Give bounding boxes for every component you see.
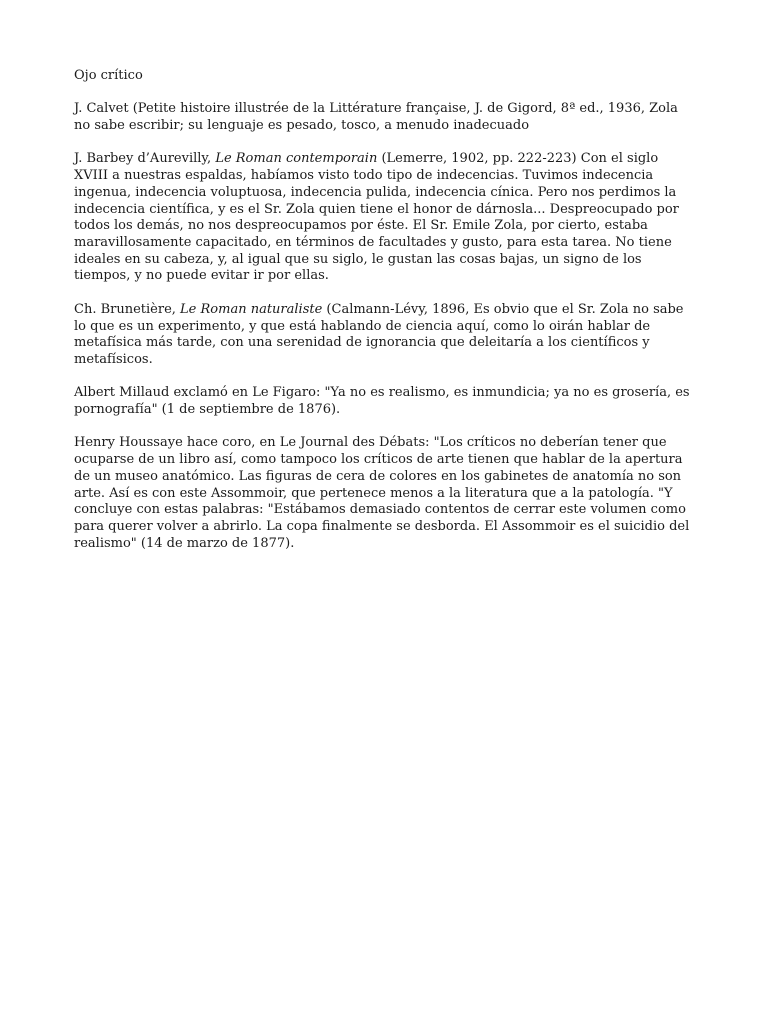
document-title: Ojo crítico [74,68,143,83]
document-page [74,68,696,569]
paragraph-millaud [74,385,696,418]
paragraph-barbey-body: (Lemerre, 1902, pp. 222-223) Con el siglo XVIII a nuestras espaldas, habíamos visto todo tipo de indecencias. Tuvimos indecencia ingenua, indecencia voluptuosa, indecencia pulida, indecencia cínica. Pero nos perdimos la indecencia científica, y es el Sr. Zola quien tiene el honor de dárnosla... Despreocupado por todos los demás, no nos despreocupamos por éste. El Sr. Emile Zola, por cierto, estaba maravillosamente capacitado, en términos de facultades y gusto, para esta tarea. No tiene ideales en su cabeza, y, al igual que su siglo, le gustan las cosas bajas, un signo de los tiempos, y no puede evitar ir por ellas. [74,151,679,284]
paragraph-brunetiere-body: (Calmann-Lévy, 1896, Es obvio que el Sr. Zola no sabe lo que es un experimento, y que está hablando de ciencia aquí, como lo oirán hablar de metafísica más tarde, con una serenidad de ignorancia que deleitaría a los científicos y metafísicos. [74,301,684,367]
paragraph-barbey-lead: J. Barbey d’Aurevilly, [74,151,216,167]
paragraph-houssaye-text: Henry Houssaye hace coro, en Le Journal des Débats: "Los críticos no deberían tener que ocuparse de un libro así, como tampoco los críticos de arte tienen que hablar de la apertura de un museo anatómico. Las figuras de cera de colores en los gabinetes de anatomía no son arte. Así es con este Assommoir, que pertenece menos a la literatura que a la patología. "Y concluye con estas palabras: "Estábamos demasiado contentos de cerrar este volumen como para querer volver a abrirlo. La copa finalmente se desborda. El Assommoir es el suicidio del realismo" (14 de marzo de 1877). [74,435,690,551]
paragraph-houssaye [74,435,696,552]
paragraph-calvet-text: J. Calvet (Petite histoire illustrée de la Littérature française, J. de Gigord, 8ª ed., 1936, Zola no sabe escribir; su lenguaje es pesado, tosco, a menudo inadecuado [74,101,678,134]
paragraph-brunetiere [74,302,696,369]
paragraph-barbey-book-title: Le Roman contemporain [215,151,378,167]
paragraph-brunetiere-book-title: Le Roman naturaliste [180,301,323,317]
paragraph-brunetiere-lead: Ch. Brunetière, [74,301,181,317]
paragraph-calvet [74,101,696,134]
paragraph-millaud-text: Albert Millaud exclamó en Le Figaro: "Ya no es realismo, es inmundicia; ya no es grosería, es pornografía" (1 de septiembre de 1876). [74,385,690,417]
paragraph-barbey [74,151,696,285]
